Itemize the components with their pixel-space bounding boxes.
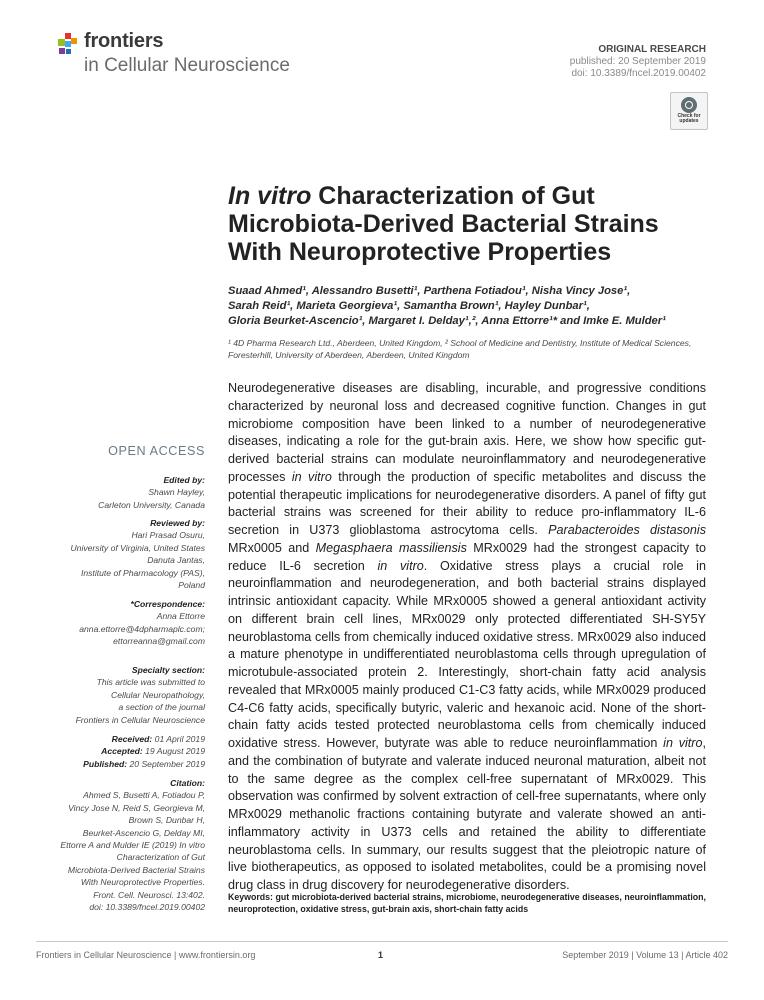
editor-line: Carleton University, Canada xyxy=(98,499,205,510)
author-line: Gloria Beurket-Ascencio¹, Margaret I. Delday¹,², Anna Ettorre¹* and Imke E. Mulder¹ xyxy=(228,315,666,327)
accepted-line xyxy=(58,745,205,757)
citation-line: Vincy Jose N, Reid S, Georgieva M, xyxy=(68,802,205,813)
dates-block xyxy=(58,733,205,770)
footer-issue: September 2019 | Volume 13 | Article 402 xyxy=(562,950,728,960)
abstract-text: MRx0005 and xyxy=(228,540,316,555)
editor-line: Shawn Hayley, xyxy=(148,487,205,498)
footer-journal[interactable]: Frontiers in Cellular Neuroscience | www.frontiersin.org xyxy=(36,950,256,960)
published-label: Published: xyxy=(83,758,128,769)
reviewer-line: University of Virginia, United States xyxy=(70,542,205,553)
reviewer-line: Danuta Jantas, xyxy=(147,555,205,566)
open-access-label: OPEN ACCESS xyxy=(108,444,205,458)
check-updates-icon xyxy=(681,97,697,113)
citation-block xyxy=(58,777,205,913)
received-label: Received: xyxy=(111,734,153,744)
reviewer-line: Hari Prasad Osuru, xyxy=(131,530,205,541)
citation-line: Front. Cell. Neurosci. 13:402. xyxy=(93,889,205,900)
reviewer-line: Institute of Pharmacology (PAS), xyxy=(80,567,205,578)
author-list xyxy=(228,284,708,329)
received-date: 01 April 2019 xyxy=(154,734,205,744)
article-type: ORIGINAL RESEARCH xyxy=(598,44,706,55)
article-title xyxy=(228,182,718,266)
affiliations: ¹ 4D Pharma Research Ltd., Aberdeen, United Kingdom, ² School of Medicine and Dentistry, Institute of Medical Sciences, Foresterhill, University of Aberdeen, Aberdeen, United Kingdom xyxy=(228,338,692,360)
correspondence-email[interactable]: ettorreanna@gmail.com xyxy=(113,636,205,647)
keywords-label: Keywords: xyxy=(228,892,273,902)
reviewed-by-block xyxy=(58,517,205,591)
abstract-italic-text: in vitro xyxy=(291,469,332,484)
abstract-italic-text: in vitro xyxy=(377,558,424,573)
journal-logo-word: frontiers xyxy=(84,30,164,52)
keywords-text: gut microbiota-derived bacterial strains, microbiome, neurodegenerative diseases, neuroinflammation, neuroprotection, oxidative stress, gut-brain axis, short-chain fatty acids xyxy=(228,892,706,914)
received-line xyxy=(58,733,205,745)
footer-divider xyxy=(36,941,728,942)
citation-line: doi: 10.3389/fncel.2019.00402 xyxy=(89,902,205,913)
title-main-part: Characterization of Gut Microbiota-Derived Bacterial Strains With Neuroprotective Properties xyxy=(228,182,659,266)
published-date-side: 20 September 2019 xyxy=(129,758,205,769)
citation-line: Beurket-Ascencio G, Delday MI, xyxy=(82,827,205,838)
published-line xyxy=(58,758,205,770)
author-line: Suaad Ahmed¹, Alessandro Busetti¹, Parthena Fotiadou¹, Nisha Vincy Jose¹, xyxy=(228,285,631,297)
article-doi[interactable]: doi: 10.3389/fncel.2019.00402 xyxy=(571,68,706,79)
abstract-italic-text: in vitro xyxy=(663,736,703,750)
article-meta xyxy=(570,44,706,80)
citation-line: Characterization of Gut xyxy=(116,852,205,863)
correspondence-name: Anna Ettorre xyxy=(156,611,205,622)
abstract-text: through the production of specific metabolites and discuss the potential therapeutic implications for neurodegenerative disorders. A panel of fifty gut bacterial strains was screened for their ability to reduce pro-inflammatory IL-6 secretion in U373 glioblastoma astrocytoma cells. xyxy=(228,469,706,537)
page-number: 1 xyxy=(378,950,384,960)
edited-by-label: Edited by: xyxy=(163,475,205,485)
correspondence-block xyxy=(58,598,205,648)
abstract-text: , and the combination of butyrate and valerate induced neuronal maturation, albeit not to the same degree as the complex cell-free supernatant of MRx0029. This observation was confirmed by solvent extraction of cell-free supernatants, where only MRx0029 methanolic fractions containing butyrate and valerate showed an anti-inflammatory activity in U373 cells and retained the ability to differentiate neuroblastoma cells. In summary, our results suggest that the pleiotropic nature of live biotherapeutics, as opposed to isolated metabolites, could be a promising novel drug class in drug discovery for neurodegenerative disorders. xyxy=(228,736,706,892)
citation-label: Citation: xyxy=(170,778,205,788)
check-for-updates-button[interactable] xyxy=(670,92,708,130)
keywords xyxy=(228,891,706,915)
abstract-text: MRx0029 had the strongest capacity to reduce IL-6 secretion xyxy=(228,540,706,573)
accepted-label: Accepted: xyxy=(101,746,143,757)
specialty-label: Specialty section: xyxy=(131,665,205,675)
abstract-italic-text: Megasphaera massiliensis xyxy=(315,540,467,555)
accepted-date: 19 August 2019 xyxy=(145,746,205,757)
specialty-block xyxy=(58,664,205,726)
correspondence-label: *Correspondence: xyxy=(130,599,205,609)
frontiers-logo-icon xyxy=(58,33,80,57)
citation-line: Microbiota-Derived Bacterial Strains xyxy=(67,864,205,875)
edited-by-block xyxy=(58,474,205,511)
author-line: Sarah Reid¹, Marieta Georgieva¹, Samantha Brown¹, Hayley Dunbar¹, xyxy=(228,300,590,312)
published-date: published: 20 September 2019 xyxy=(569,56,706,67)
abstract xyxy=(228,380,706,895)
reviewer-line: Poland xyxy=(178,580,205,591)
citation-line: With Neuroprotective Properties. xyxy=(80,877,205,888)
title-italic-part: In vitro xyxy=(228,182,312,210)
specialty-line: Cellular Neuropathology, xyxy=(111,689,205,700)
abstract-text: . Oxidative stress plays a crucial role in neuroinflammation and neurodegeneration, and both bacterial strains displayed intrinsic antioxidant capacity. While MRx0005 showed a general antioxidant activity on different brain cell lines, MRx0029 only protected differentiated SH-SY5Y neuroblastoma cells from chemically induced oxidative stress. MRx0029 also induced a mature phenotype in undifferentiated neuroblastoma cells through upregulation of microtubule-associated protein 2. Interestingly, short-chain fatty acid analysis revealed that MRx0005 mainly produced C1-C3 fatty acids, while MRx0029 produced C4-C6 fatty acids, specifically butyric, valeric and hexanoic acid. None of the short-chain fatty acids tested protected neuroblastoma cells from chemically induced oxidative stress. However, butyrate was able to reduce neuroinflammation xyxy=(228,558,706,750)
specialty-line: Frontiers in Cellular Neuroscience xyxy=(75,714,205,725)
specialty-line: a section of the journal xyxy=(118,702,205,713)
citation-line: Brown S, Dunbar H, xyxy=(128,815,205,826)
correspondence-email[interactable]: anna.ettorre@4dpharmaplc.com; xyxy=(79,623,205,634)
specialty-line: This article was submitted to xyxy=(96,677,205,688)
reviewed-by-label: Reviewed by: xyxy=(150,518,205,528)
journal-name: in Cellular Neuroscience xyxy=(84,55,290,76)
abstract-italic-text: Parabacteroides distasonis xyxy=(548,523,706,537)
abstract-text: Neurodegenerative diseases are disabling, incurable, and progressive conditions characterized by neuronal loss and decreased cognitive function. Changes in gut microbiome composition have been linked to a number of neurodegenerative diseases, indicating a role for the gut-brain axis. Here, we show how specific gut-derived bacterial strains can modulate neuroinflammatory and neurodegenerative processes xyxy=(228,381,706,484)
citation-line: Ettorre A and Mulder IE (2019) In vitro xyxy=(60,840,205,851)
citation-line: Ahmed S, Busetti A, Fotiadou P, xyxy=(83,790,205,801)
check-updates-label: Check for updates xyxy=(677,113,701,124)
